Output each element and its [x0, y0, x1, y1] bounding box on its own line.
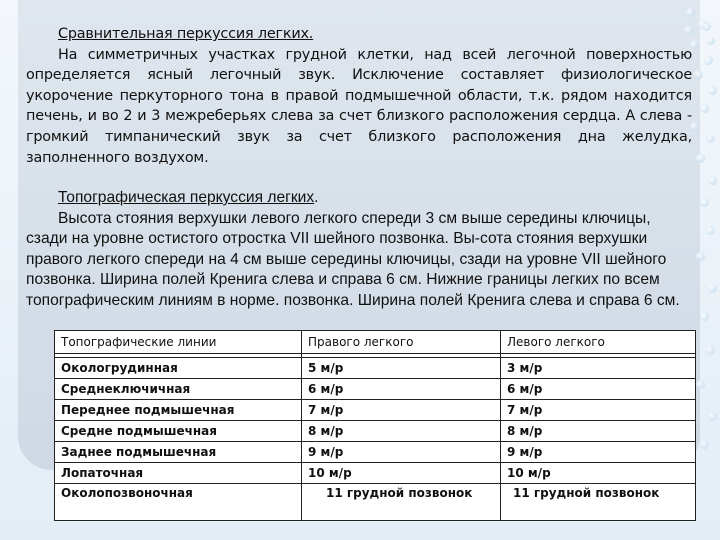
bubble-decoration [706, 36, 715, 45]
table-cell: Окологрудинная [55, 358, 302, 379]
table-row [55, 379, 696, 400]
comparative-percussion-section [26, 24, 692, 168]
bubble-decoration [696, 380, 705, 389]
bubble-decoration [694, 70, 703, 79]
bubble-decoration [708, 284, 717, 293]
table-cell: Заднее подмышечная [55, 442, 302, 463]
bubble-decoration [702, 22, 711, 31]
table-cell: 6 м/р [302, 379, 501, 400]
table-cell: Среднеключичная [55, 379, 302, 400]
table-cell: 10 м/р [302, 463, 501, 484]
comparative-percussion-title: Сравнительная перкуссия легких. [58, 26, 314, 42]
bubble-decoration [706, 226, 715, 235]
table-cell: 11 грудной позвонок [501, 484, 696, 521]
bubble-decoration [696, 252, 705, 261]
table-header-row [55, 331, 696, 354]
table-cell: 11 грудной позвонок [302, 484, 501, 521]
table-row [55, 484, 696, 521]
table-row [55, 421, 696, 442]
table-cell: Переднее подмышечная [55, 400, 302, 421]
lung-borders-table [54, 330, 696, 521]
table-row [55, 358, 696, 379]
bubble-decoration [706, 134, 715, 143]
bubble-decoration [700, 440, 709, 449]
bubble-decoration [700, 312, 709, 321]
bubble-decoration [708, 176, 717, 185]
table-row [55, 442, 696, 463]
table-header-cell: Левого легкого [501, 331, 696, 354]
table-cell: 7 м/р [302, 400, 501, 421]
bubble-decoration [696, 154, 705, 163]
bubble-decoration [686, 8, 695, 17]
table-row [55, 463, 696, 484]
table-cell: 10 м/р [501, 463, 696, 484]
bubble-decoration [700, 198, 709, 207]
table-cell: 5 м/р [302, 358, 501, 379]
table-cell: 6 м/р [501, 379, 696, 400]
table-cell: 8 м/р [302, 421, 501, 442]
table-cell: 7 м/р [501, 400, 696, 421]
table-cell: 9 м/р [302, 442, 501, 463]
bubble-decoration [704, 56, 713, 65]
topographic-percussion-section [26, 188, 694, 312]
topographic-percussion-title: Топографическая перкуссия легких [58, 189, 315, 206]
table-cell: 8 м/р [501, 421, 696, 442]
comparative-percussion-text: На симметричных участках грудной клетки, над всей легочной поверхностью определяется ясный легочный звук. Исключение составляет физиологическое укорочение перкуторного тона в правой подмышечной области, т.к. рядом находится печень, и во 2 и 3 межреберьях слева за счет близкого расположения сердца. А слева - громкий тимпанический звук за счет близкого расположения дна желудка, заполненного воздухом. [26, 46, 692, 166]
table-cell: Лопаточная [55, 463, 302, 484]
table-header-cell: Правого легкого [302, 331, 501, 354]
table-cell: Средне подмышечная [55, 421, 302, 442]
table-cell: 9 м/р [501, 442, 696, 463]
topographic-percussion-text: Высота стояния верхушки левого легкого спереди 3 см выше середины ключицы, сзади на уровне остистого отростка VII шейного позвонка. Вы-сота стояния верхушки правого легкого спереди на 4 см выше середины ключицы, сзади на уровне VII шейного позвонка. Ширина полей Кренига слева и справа 6 см. Нижние границы легких по всем топографическим линиям в норме. позвонка. Ширина полей Кренига слева и справа 6 см. [26, 209, 680, 309]
bubble-decoration [708, 86, 717, 95]
topographic-percussion-title-suffix: . [314, 189, 319, 206]
bubble-decoration [708, 412, 717, 421]
bubble-decoration [706, 346, 715, 355]
table-header-cell: Топографические линии [55, 331, 302, 354]
table-cell: 3 м/р [501, 358, 696, 379]
table-cell: Околопозвоночная [55, 484, 302, 521]
bubble-decoration [700, 104, 709, 113]
table-row [55, 400, 696, 421]
